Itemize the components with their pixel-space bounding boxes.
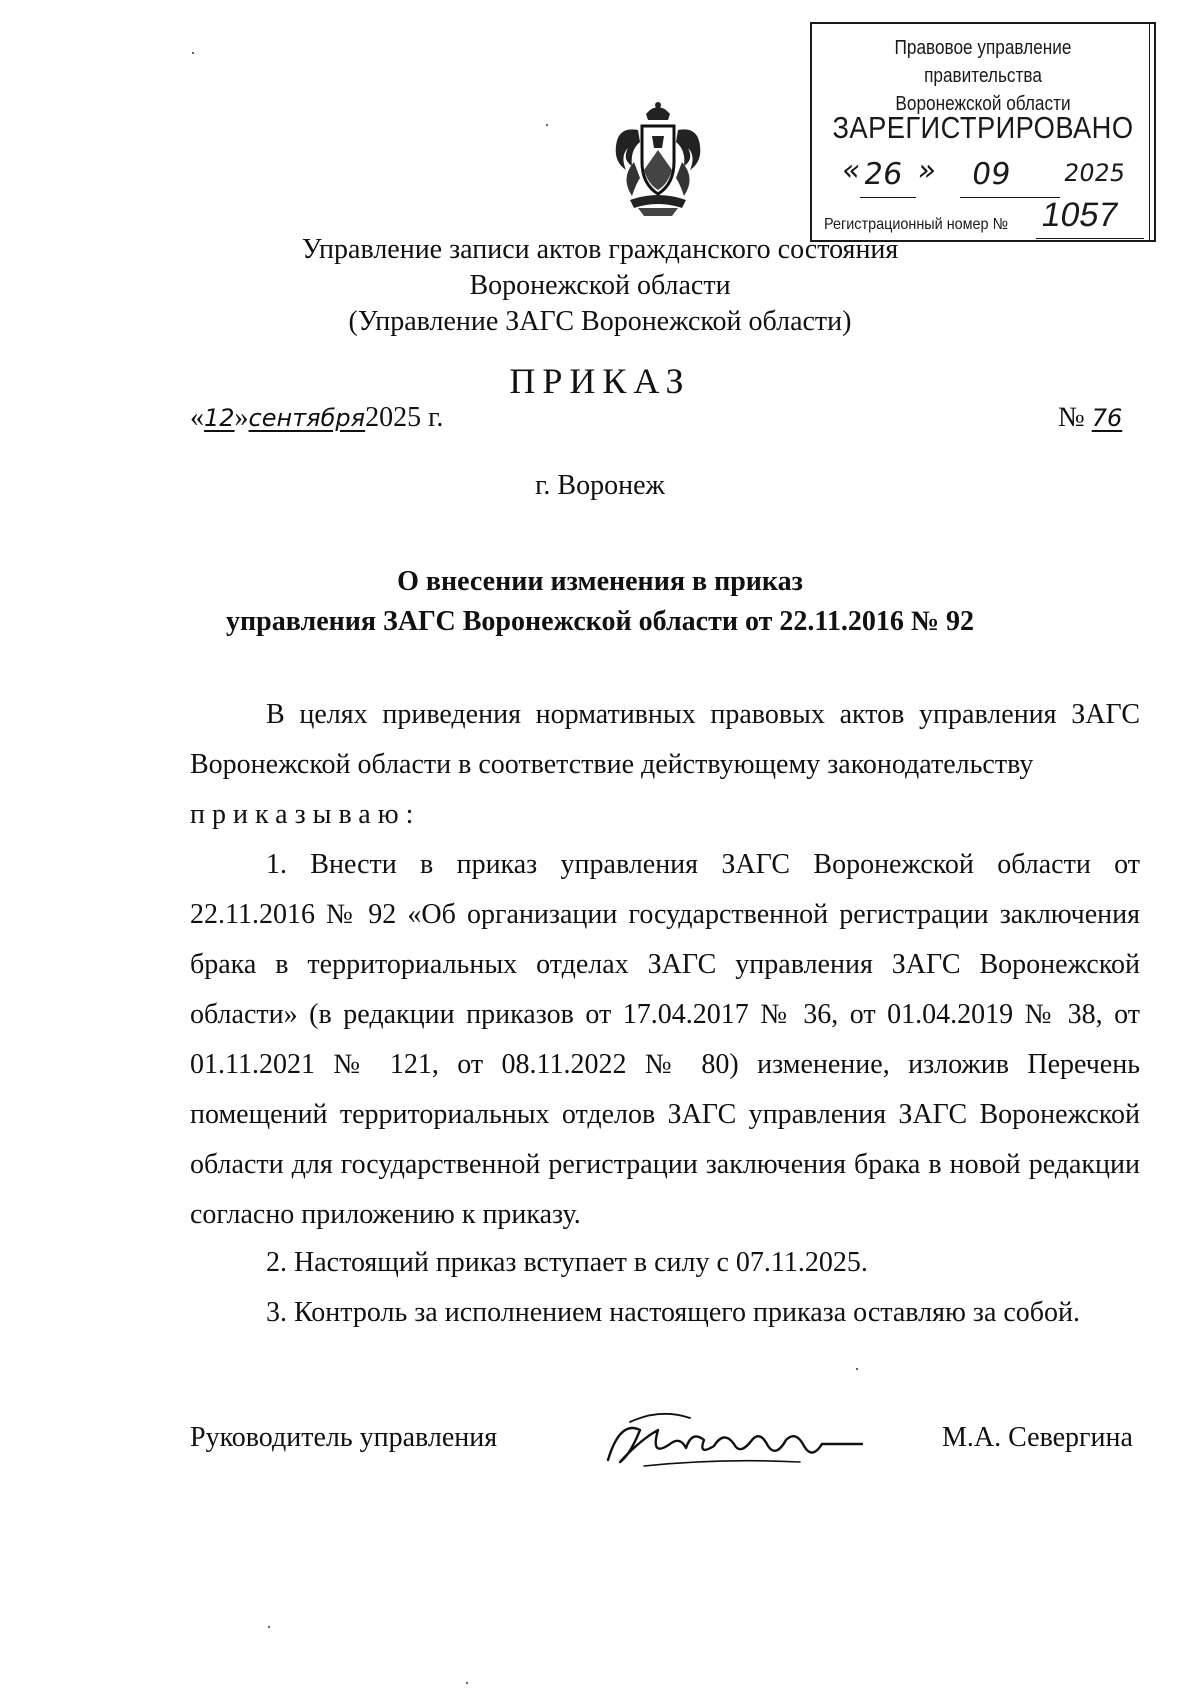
stamp-organization <box>836 34 1130 118</box>
stamp-number-value: 1057 <box>1038 196 1122 234</box>
order-number-value: 76 <box>1091 404 1123 432</box>
order-item-3: 3. Контроль за исполнением настоящего приказа оставляю за собой. <box>266 1297 1081 1328</box>
order-date: «12»сентября2025 г. <box>190 402 444 433</box>
document-type-title: ПРИКАЗ <box>509 361 691 401</box>
stamp-number-label: Регистрационный номер № <box>824 216 1009 233</box>
coat-of-arms-emblem <box>608 100 708 218</box>
scan-speck <box>192 52 194 54</box>
org-name-line-1: Управление записи актов гражданского состояния <box>301 234 899 265</box>
order-item-1: 1. Внести в приказ управления ЗАГС Воронежской области от 22.11.2016 № 92 «Об организации государственной регистрации заключения брака в территориальных отделах ЗАГС управления ЗАГС Воронежской области» (в редакции приказов от 17.04.2017 № 36, от 01.04.2019 № 38, от 01.11.2021 № 121, от 08.11.2022 № 80) изменение, изложив Перечень помещений территориальных отделов ЗАГС управления ЗАГС Воронежской области для государственной регистрации заключения брака в новой редакции согласно приложению к приказу. <box>190 849 1140 1230</box>
stamp-date-day: 26 <box>861 157 905 192</box>
organization-header <box>0 232 1200 340</box>
signatory-position: Руководитель управления <box>190 1422 498 1453</box>
intro-paragraph: В целях приведения нормативных правовых актов управления ЗАГС Воронежской области в соответствие действующему законодательству <box>190 699 1140 780</box>
stamp-date-month: 09 <box>969 157 1013 192</box>
city-name: г. Воронеж <box>535 470 665 501</box>
org-name-line-3: (Управление ЗАГС Воронежской области) <box>348 306 852 337</box>
subject-line-2: управления ЗАГС Воронежской области от 22.11.2016 № 92 <box>226 606 974 637</box>
handwritten-signature <box>600 1400 870 1480</box>
order-word: приказываю: <box>190 799 421 830</box>
scan-speck <box>546 124 548 126</box>
scan-speck <box>856 1368 858 1370</box>
registration-stamp <box>810 22 1156 242</box>
stamp-border-line <box>1149 24 1150 240</box>
order-subject <box>0 562 1200 642</box>
scan-speck <box>268 1626 270 1628</box>
stamp-date-year: 2025 <box>1062 159 1128 187</box>
order-date-year: 2025 г. <box>365 402 444 433</box>
order-date-day: 12 <box>204 404 235 432</box>
subject-line-1: О внесении изменения в приказ <box>397 566 803 597</box>
stamp-date: « 26 » 09 2025 <box>842 157 1134 197</box>
stamp-org-line-1: Правовое управление правительства <box>894 37 1072 87</box>
order-number: № 76 <box>1058 402 1123 433</box>
stamp-registered-label: ЗАРЕГИСТРИРОВАНО <box>832 110 1134 145</box>
signatory-name: М.А. Севергина <box>942 1422 1133 1453</box>
stamp-org-line-2: Воронежской области <box>895 93 1071 115</box>
order-date-month: сентября <box>248 404 366 432</box>
org-name-line-2: Воронежской области <box>469 270 731 301</box>
order-item-2: 2. Настоящий приказ вступает в силу с 07.11.2025. <box>266 1247 868 1278</box>
scan-speck <box>466 1682 468 1684</box>
